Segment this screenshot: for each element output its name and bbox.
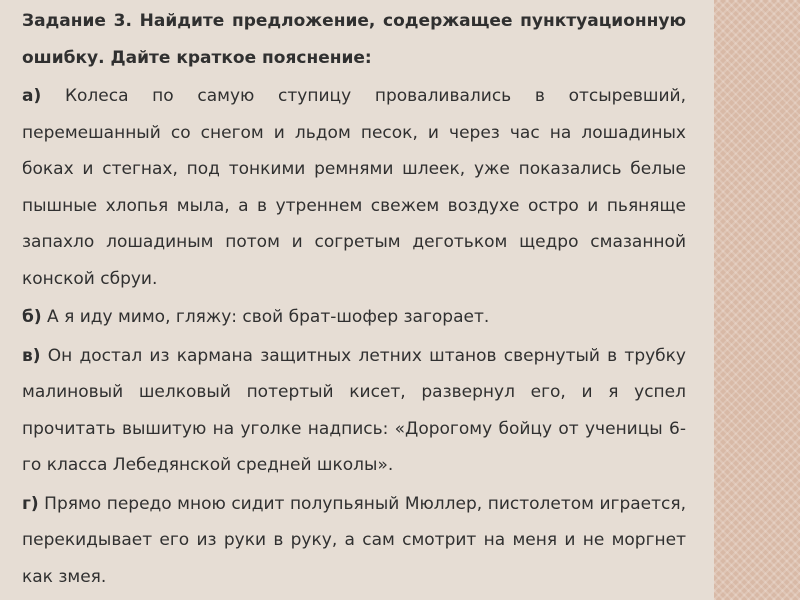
sentence-a-marker: а) <box>22 86 42 106</box>
sentence-c-text: Он достал из кармана защитных летних штанов свернутый в трубку малиновый шелковый потертый кисет, развернул его, и я успел прочитать вышитую на уголке надпись: «Дорогому бойцу от ученицы 6-го класса Лебедянской средней школы». <box>22 345 686 475</box>
slide-content <box>22 0 686 595</box>
sentence-a <box>22 78 686 297</box>
sentence-c-marker: в) <box>22 345 41 366</box>
decorative-side-strip <box>714 0 800 600</box>
task-heading: Задание 3. Найдите предложение, содержащее пунктуационную ошибку. Дайте краткое пояснение: <box>22 11 686 68</box>
sentence-d-marker: г) <box>22 493 39 514</box>
sentence-d-text: Прямо передо мною сидит полупьяный Мюллер, пистолетом играется, перекидывает его из руки в руку, а сам смотрит на меня и не моргнет как змея. <box>22 493 686 587</box>
sentence-b-text: А я иду мимо, гляжу: свой брат-шофер загорает. <box>47 307 490 327</box>
sentence-c <box>22 338 686 484</box>
sentence-b-marker: б) <box>22 307 42 327</box>
sentence-a-text: Колеса по самую ступицу проваливались в отсыревший, перемешанный со снегом и льдом песок, и через час на лошадиных боках и стегнах, под тонкими ремнями шлеек, уже показались белые пышные хлопья мыла, а в утреннем свежем воздухе остро и пьяняще запахло лошадиным потом и согретым деготьком щедро смазанной конской сбруи. <box>22 86 686 289</box>
sentence-d <box>22 486 686 596</box>
sentence-b <box>22 299 686 336</box>
